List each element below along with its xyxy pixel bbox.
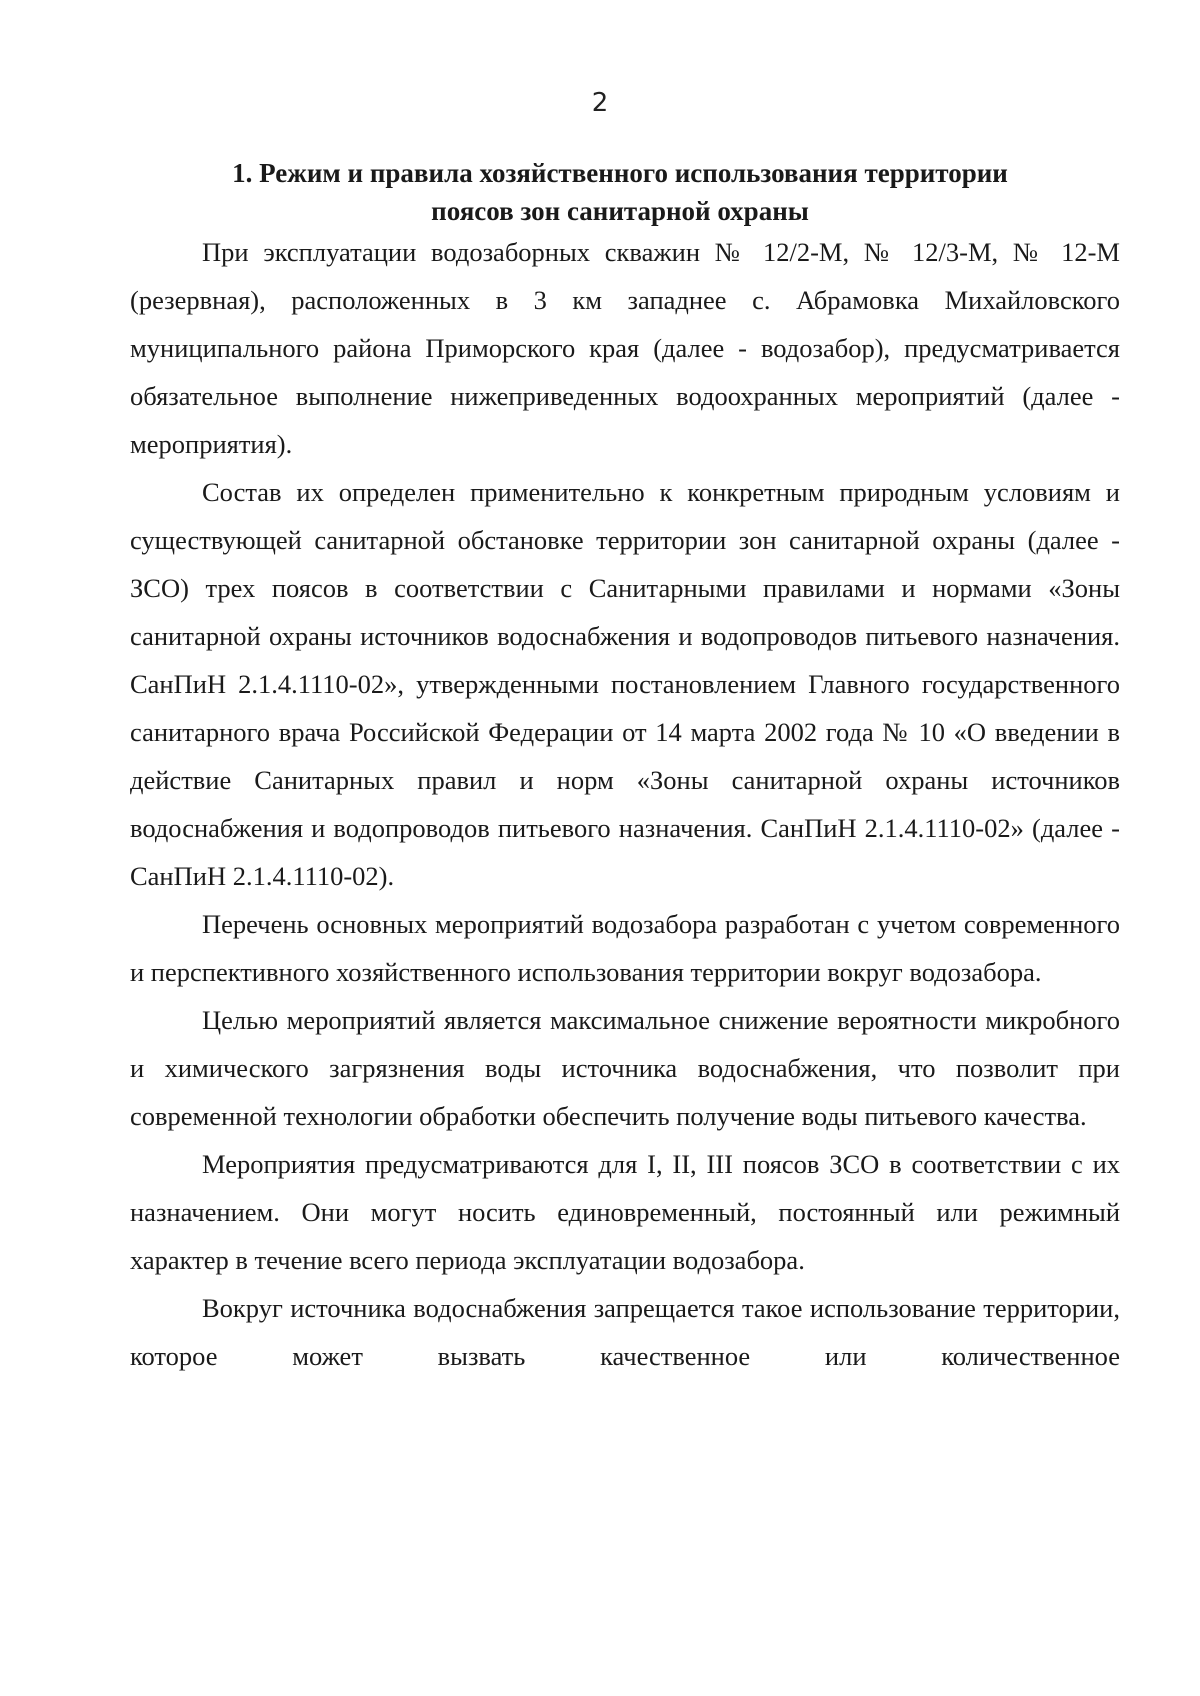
section-title xyxy=(120,154,1120,230)
section-title-line-2: поясов зон санитарной охраны xyxy=(431,196,809,226)
paragraph-composition-sanpin: Состав их определен применительно к конкретным природным условиям и существующей санитарной обстановке территории зон санитарной охраны (далее - ЗСО) трех поясов в соответствии с Санитарными правилами и нормами «Зоны санитарной охраны источников водоснабжения и водопроводов питьевого назначения. СанПиН 2.1.4.1110-02», утвержденными постановлением Главного государственного санитарного врача Российской Федерации от 14 марта 2002 года № 10 «О введении в действие Санитарных правил и норм «Зоны санитарной охраны источников водоснабжения и водопроводов питьевого назначения. СанПиН 2.1.4.1110-02» (далее - СанПиН 2.1.4.1110-02). xyxy=(130,477,1120,891)
paragraph-measures-list: Перечень основных мероприятий водозабора разработан с учетом современного и перспективного хозяйственного использования территории вокруг водозабора. xyxy=(130,909,1120,987)
paragraph-measures-goal: Целью мероприятий является максимальное снижение вероятности микробного и химического загрязнения воды источника водоснабжения, что позволит при современной технологии обработки обеспечить получение воды питьевого качества. xyxy=(130,1005,1120,1131)
paragraph-territory-prohibition: Вокруг источника водоснабжения запрещается такое использование территории, которое может вызвать качественное или количественное xyxy=(130,1293,1120,1371)
paragraph-belts-measures: Мероприятия предусматриваются для I, II, III поясов ЗСО в соответствии с их назначением. Они могут носить единовременный, постоянный или режимный характер в течение всего периода эксплуатации водозабора. xyxy=(130,1149,1120,1275)
section-title-line-1: 1. Режим и правила хозяйственного использования территории xyxy=(232,158,1008,188)
page-number: 2 xyxy=(591,88,609,118)
paragraph-water-intake-wells: При эксплуатации водозаборных скважин № 12/2-М, № 12/3-М, № 12-М (резервная), расположенных в 3 км западнее с. Абрамовка Михайловского муниципального района Приморского края (далее - водозабор), предусматривается обязательное выполнение нижеприведенных водоохранных мероприятий (далее - мероприятия). xyxy=(130,237,1120,459)
document-body xyxy=(130,228,1120,1380)
